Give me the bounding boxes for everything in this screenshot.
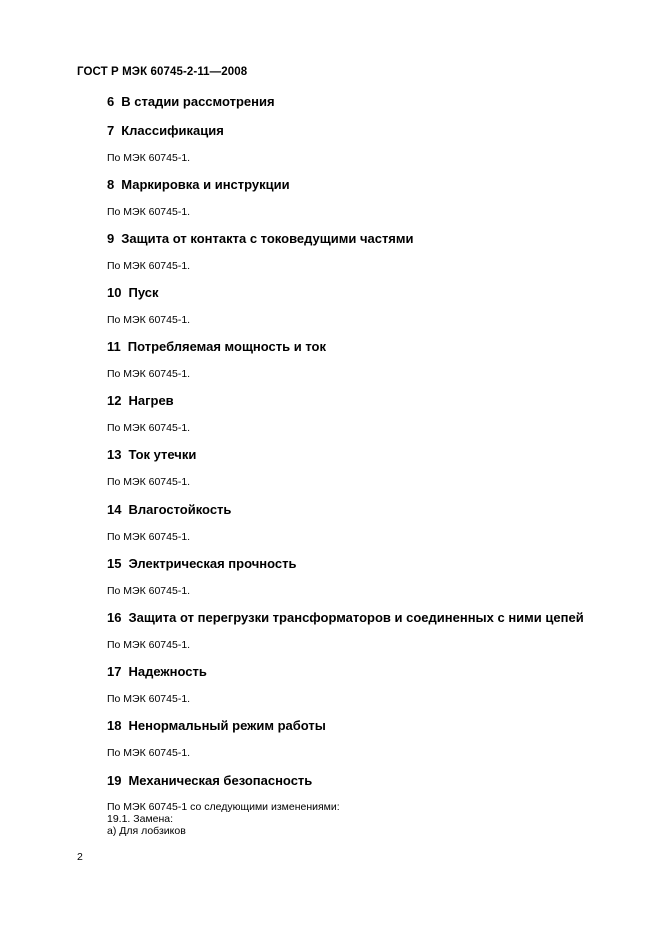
section-number: 13 <box>107 447 122 462</box>
section-title: Пуск <box>128 285 159 300</box>
section-heading-17 <box>107 664 207 679</box>
section-heading-13 <box>107 447 196 462</box>
section-title: Механическая безопасность <box>128 773 313 788</box>
clause-item-a: а) Для лобзиков <box>107 825 186 837</box>
section-body-8: По МЭК 60745-1. <box>107 206 191 218</box>
section-title: Классификация <box>121 123 224 138</box>
section-heading-16 <box>107 610 584 625</box>
section-title: Ненормальный режим работы <box>128 718 326 733</box>
section-number: 18 <box>107 718 122 733</box>
section-number: 9 <box>107 231 115 246</box>
section-title: В стадии рассмотрения <box>121 94 275 109</box>
section-heading-10 <box>107 285 158 300</box>
section-heading-6 <box>107 94 275 109</box>
section-heading-15 <box>107 556 296 571</box>
section-number: 6 <box>107 94 115 109</box>
section-number: 14 <box>107 502 122 517</box>
section-body-17: По МЭК 60745-1. <box>107 693 191 705</box>
clause-19-1: 19.1. Замена: <box>107 813 174 825</box>
section-title: Маркировка и инструкции <box>121 177 290 192</box>
section-heading-14 <box>107 502 231 517</box>
section-number: 12 <box>107 393 122 408</box>
page-number: 2 <box>77 851 83 863</box>
section-number: 17 <box>107 664 122 679</box>
section-number: 19 <box>107 773 122 788</box>
section-body-10: По МЭК 60745-1. <box>107 314 191 326</box>
section-title: Защита от перегрузки трансформаторов и соединенных с ними цепей <box>128 610 584 625</box>
section-number: 11 <box>107 339 121 354</box>
section-heading-19 <box>107 773 312 788</box>
section-body-7: По МЭК 60745-1. <box>107 152 191 164</box>
section-heading-8 <box>107 177 290 192</box>
section-title: Нагрев <box>128 393 174 408</box>
section-heading-9 <box>107 231 414 246</box>
section-body-19 <box>107 801 340 837</box>
section-19-intro: По МЭК 60745-1 со следующими изменениями: <box>107 801 340 813</box>
section-body-16: По МЭК 60745-1. <box>107 639 191 651</box>
section-title: Защита от контакта с токоведущими частями <box>121 231 414 246</box>
section-title: Электрическая прочность <box>128 556 297 571</box>
section-body-18: По МЭК 60745-1. <box>107 747 191 759</box>
section-body-9: По МЭК 60745-1. <box>107 260 191 272</box>
section-number: 15 <box>107 556 122 571</box>
section-title: Потребляемая мощность и ток <box>127 339 326 354</box>
section-number: 8 <box>107 177 115 192</box>
section-number: 7 <box>107 123 115 138</box>
section-body-12: По МЭК 60745-1. <box>107 422 191 434</box>
section-heading-7 <box>107 123 224 138</box>
section-heading-11 <box>107 339 326 354</box>
section-body-11: По МЭК 60745-1. <box>107 368 191 380</box>
section-number: 10 <box>107 285 122 300</box>
section-title: Влагостойкость <box>128 502 232 517</box>
section-body-14: По МЭК 60745-1. <box>107 531 191 543</box>
section-heading-12 <box>107 393 174 408</box>
section-title: Надежность <box>128 664 207 679</box>
section-title: Ток утечки <box>128 447 197 462</box>
section-body-13: По МЭК 60745-1. <box>107 476 191 488</box>
section-number: 16 <box>107 610 122 625</box>
document-code-header: ГОСТ Р МЭК 60745-2-11—2008 <box>77 66 248 78</box>
section-heading-18 <box>107 718 326 733</box>
section-body-15: По МЭК 60745-1. <box>107 585 191 597</box>
